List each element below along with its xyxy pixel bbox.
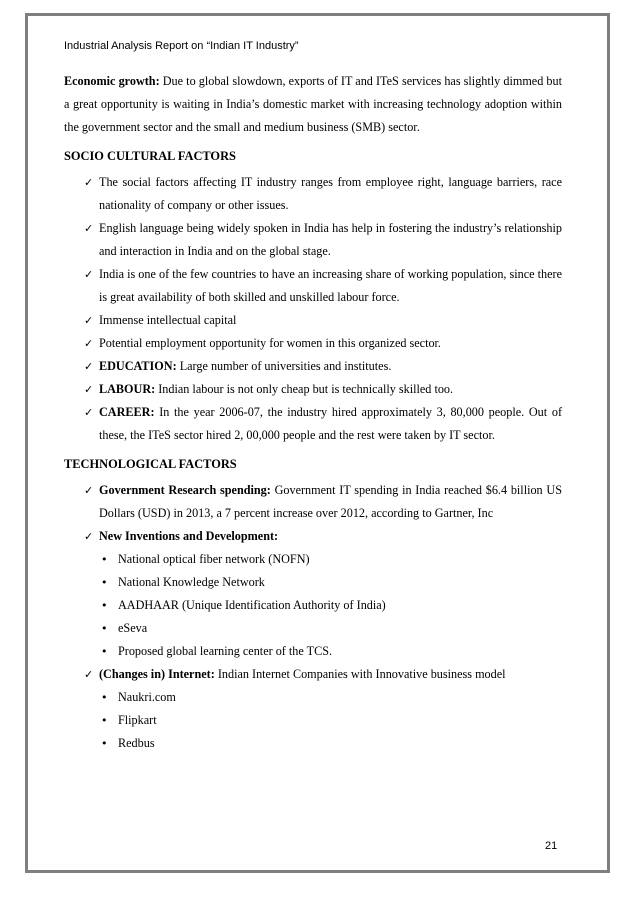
tech-item-internet: ✓ (Changes in) Internet: Indian Internet Companies with Innovative business model • Naukri.com • Flipkart • Redbus <box>64 663 562 755</box>
socio-item-labour: ✓ LABOUR: Indian labour is not only cheap but is technically skilled too. <box>64 378 562 401</box>
page-number: 21 <box>545 840 558 852</box>
economic-growth-paragraph <box>64 70 562 139</box>
socio-item-2: ✓ English language being widely spoken in India has help in fostering the industry’s relationship and interaction in India and on the global stage. <box>64 217 562 263</box>
socio-item-4: ✓ Immense intellectual capital <box>64 309 562 332</box>
socio-item-education: ✓ EDUCATION: Large number of universities and institutes. <box>64 355 562 378</box>
page-content <box>64 70 562 755</box>
tech-item-inventions: ✓ New Inventions and Development: • National optical fiber network (NOFN) • National Knowledge Network • AADHAAR (Unique Identification Authority of India) • eSeva • Proposed global learning center of the TCS. <box>64 525 562 663</box>
socio-item-3: ✓ India is one of the few countries to have an increasing share of working population, since there is great availability of both skilled and unskilled labour force. <box>64 263 562 309</box>
list-item: • National optical fiber network (NOFN) <box>64 548 562 571</box>
tech-item-government: ✓ Government Research spending: Government IT spending in India reached $6.4 billion US Dollars (USD) in 2013, a 7 percent increase over 2012, according to Gartner, Inc <box>64 479 562 525</box>
running-header: Industrial Analysis Report on “Indian IT Industry” <box>64 40 299 52</box>
list-item: • AADHAAR (Unique Identification Authority of India) <box>64 594 562 617</box>
economic-growth-text: Due to global slowdown, exports of IT and ITeS services has slightly dimmed but a great opportunity is waiting in India’s domestic market with increasing technology adoption within the government sector and the small and medium business (SMB) sector. <box>64 74 562 134</box>
technological-heading: TECHNOLOGICAL FACTORS <box>64 457 237 471</box>
list-item: • eSeva <box>64 617 562 640</box>
socio-item-1: ✓ The social factors affecting IT industry ranges from employee right, language barriers, race nationality of company or other issues. <box>64 171 562 217</box>
inventions-list <box>64 548 562 663</box>
socio-cultural-list <box>64 171 562 447</box>
socio-item-5: ✓ Potential employment opportunity for women in this organized sector. <box>64 332 562 355</box>
socio-item-career: ✓ CAREER: In the year 2006-07, the industry hired approximately 3, 80,000 people. Out of these, the ITeS sector hired 2, 00,000 people and the rest were taken by IT sector. <box>64 401 562 447</box>
list-item: • Proposed global learning center of the TCS. <box>64 640 562 663</box>
list-item: • National Knowledge Network <box>64 571 562 594</box>
socio-cultural-heading: SOCIO CULTURAL FACTORS <box>64 149 236 163</box>
list-item: • Redbus <box>64 732 562 755</box>
economic-growth-label: Economic growth: <box>64 74 160 88</box>
technological-list <box>64 479 562 755</box>
list-item: • Flipkart <box>64 709 562 732</box>
internet-companies-list <box>64 686 562 755</box>
list-item: • Naukri.com <box>64 686 562 709</box>
